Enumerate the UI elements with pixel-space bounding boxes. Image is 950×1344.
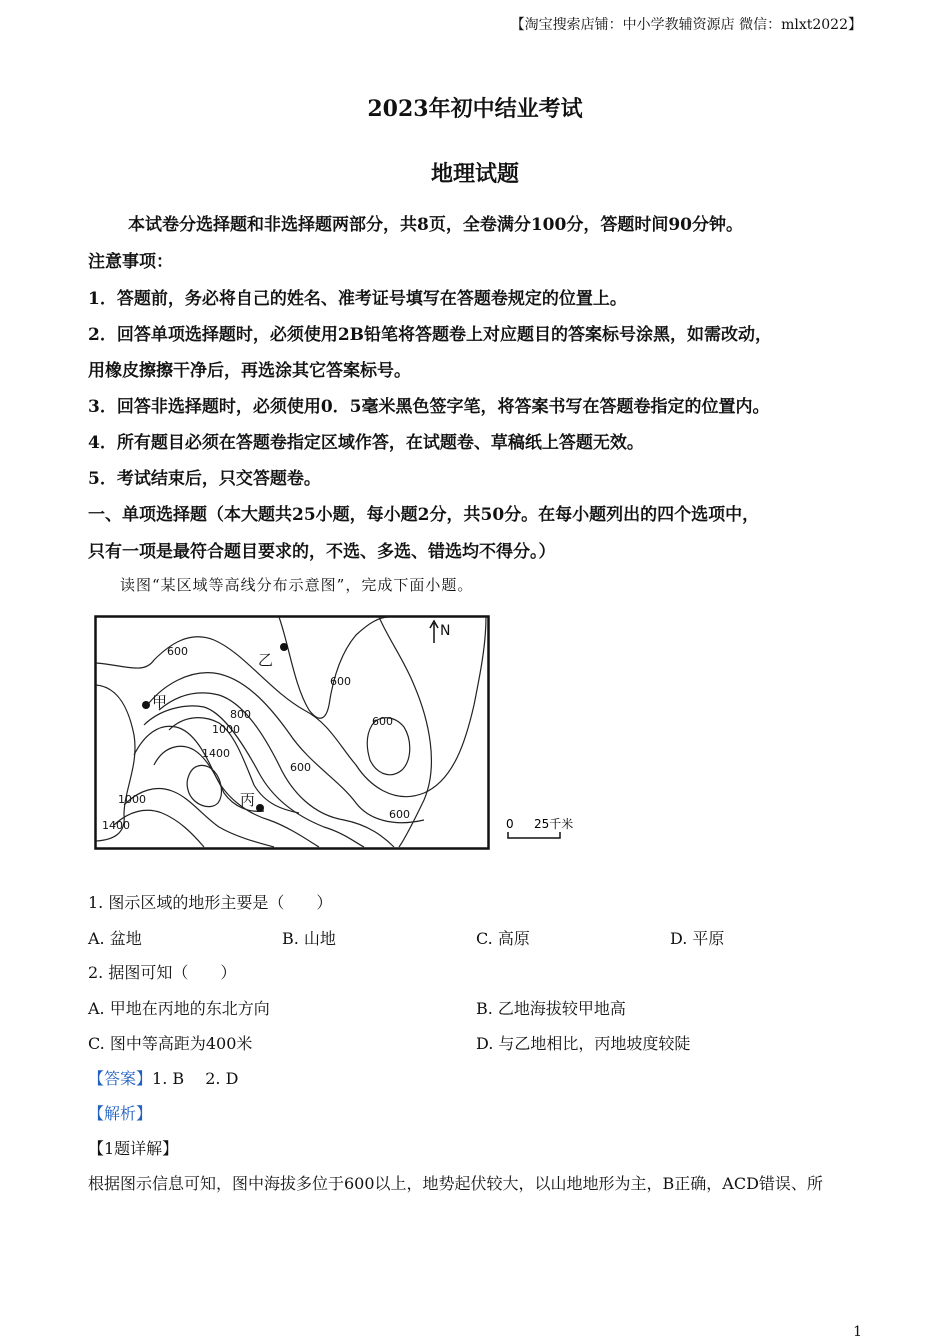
north-label: N <box>440 623 451 639</box>
answer-line <box>88 1066 238 1089</box>
contour-label: 600 <box>372 715 393 728</box>
notice-heading: 注意事项： <box>88 252 173 272</box>
contour-label: 600 <box>389 808 410 821</box>
notice-item: 5．考试结束后，只交答题卷。 <box>88 469 321 489</box>
contour-label: 1400 <box>102 819 130 832</box>
scale-bar <box>500 812 590 848</box>
notice-item: 3．回答非选择题时，必须使用0．5毫米黑色签字笔，将答案书写在答题卷指定的位置内。 <box>88 397 770 417</box>
answer-text: 1. B 2. D <box>152 1069 239 1088</box>
place-marker-jia <box>142 701 150 709</box>
q2-option-c: C. 图中等高距为400米 <box>88 1034 253 1053</box>
contour-label: 1000 <box>212 723 240 736</box>
section-heading-cont: 只有一项是最符合题目要求的，不选、多选、错选均不得分。） <box>88 542 556 562</box>
page-number: 1 <box>853 1324 862 1340</box>
q1-option-c: C. 高原 <box>476 929 530 948</box>
detail-heading: 【1题详解】 <box>88 1139 179 1158</box>
place-marker-yi <box>280 643 288 651</box>
question-1-stem: 1. 图示区域的地形主要是（ ） <box>88 893 333 912</box>
contour-label: 600 <box>167 645 188 658</box>
q1-option-b: B. 山地 <box>282 929 336 948</box>
analysis-tag: 【解析】 <box>88 1104 153 1123</box>
map-intro: 读图“某区域等高线分布示意图”，完成下面小题。 <box>120 576 474 594</box>
scale-label: 25千米 <box>534 817 574 831</box>
page-header: 【淘宝搜索店铺：中小学教辅资源店 微信：mlxt2022】 <box>510 17 862 33</box>
q1-option-d: D. 平原 <box>670 929 725 948</box>
contour-label: 1000 <box>118 793 146 806</box>
place-label-yi: 乙 <box>258 651 274 669</box>
question-2-stem: 2. 据图可知（ ） <box>88 963 237 982</box>
contour-label: 600 <box>290 761 311 774</box>
intro-text: 本试卷分选择题和非选择题两部分，共8页，全卷满分100分，答题时间90分钟。 <box>128 215 743 235</box>
place-marker-bing <box>256 804 264 812</box>
exam-title: 2023年初中结业考试 <box>367 96 583 122</box>
scale-zero: 0 <box>506 817 514 831</box>
exam-subject: 地理试题 <box>430 161 519 187</box>
q2-option-a: A. 甲地在丙地的东北方向 <box>88 999 270 1018</box>
q1-option-a: A. 盆地 <box>88 929 142 948</box>
place-label-jia: 甲 <box>152 693 168 711</box>
place-label-bing: 丙 <box>240 791 256 809</box>
notice-item: 1．答题前，务必将自己的姓名、准考证号填写在答题卷规定的位置上。 <box>88 289 627 309</box>
notice-item: 用橡皮擦擦干净后，再选涂其它答案标号。 <box>88 361 411 381</box>
notice-item: 4．所有题目必须在答题卷指定区域作答，在试题卷、草稿纸上答题无效。 <box>88 433 644 453</box>
contour-label: 1400 <box>202 747 230 760</box>
section-heading: 一、单项选择题（本大题共25小题，每小题2分，共50分。在每小题列出的四个选项中， <box>88 505 760 525</box>
q2-option-b: B. 乙地海拔较甲地高 <box>476 999 626 1018</box>
contour-label: 800 <box>230 708 251 721</box>
answer-tag: 【答案】 <box>88 1069 153 1088</box>
map-frame <box>96 617 489 849</box>
q2-option-d: D. 与乙地相比，丙地坡度较陡 <box>476 1034 691 1053</box>
contour-map <box>94 615 494 855</box>
contour-label: 600 <box>330 675 351 688</box>
notice-item: 2．回答单项选择题时，必须使用2B铅笔将答题卷上对应题目的答案标号涂黑，如需改动， <box>88 325 773 345</box>
detail-text: 根据图示信息可知，图中海拔多位于600以上，地势起伏较大，以山地地形为主，B正确，ACD错误、所 <box>88 1174 823 1193</box>
